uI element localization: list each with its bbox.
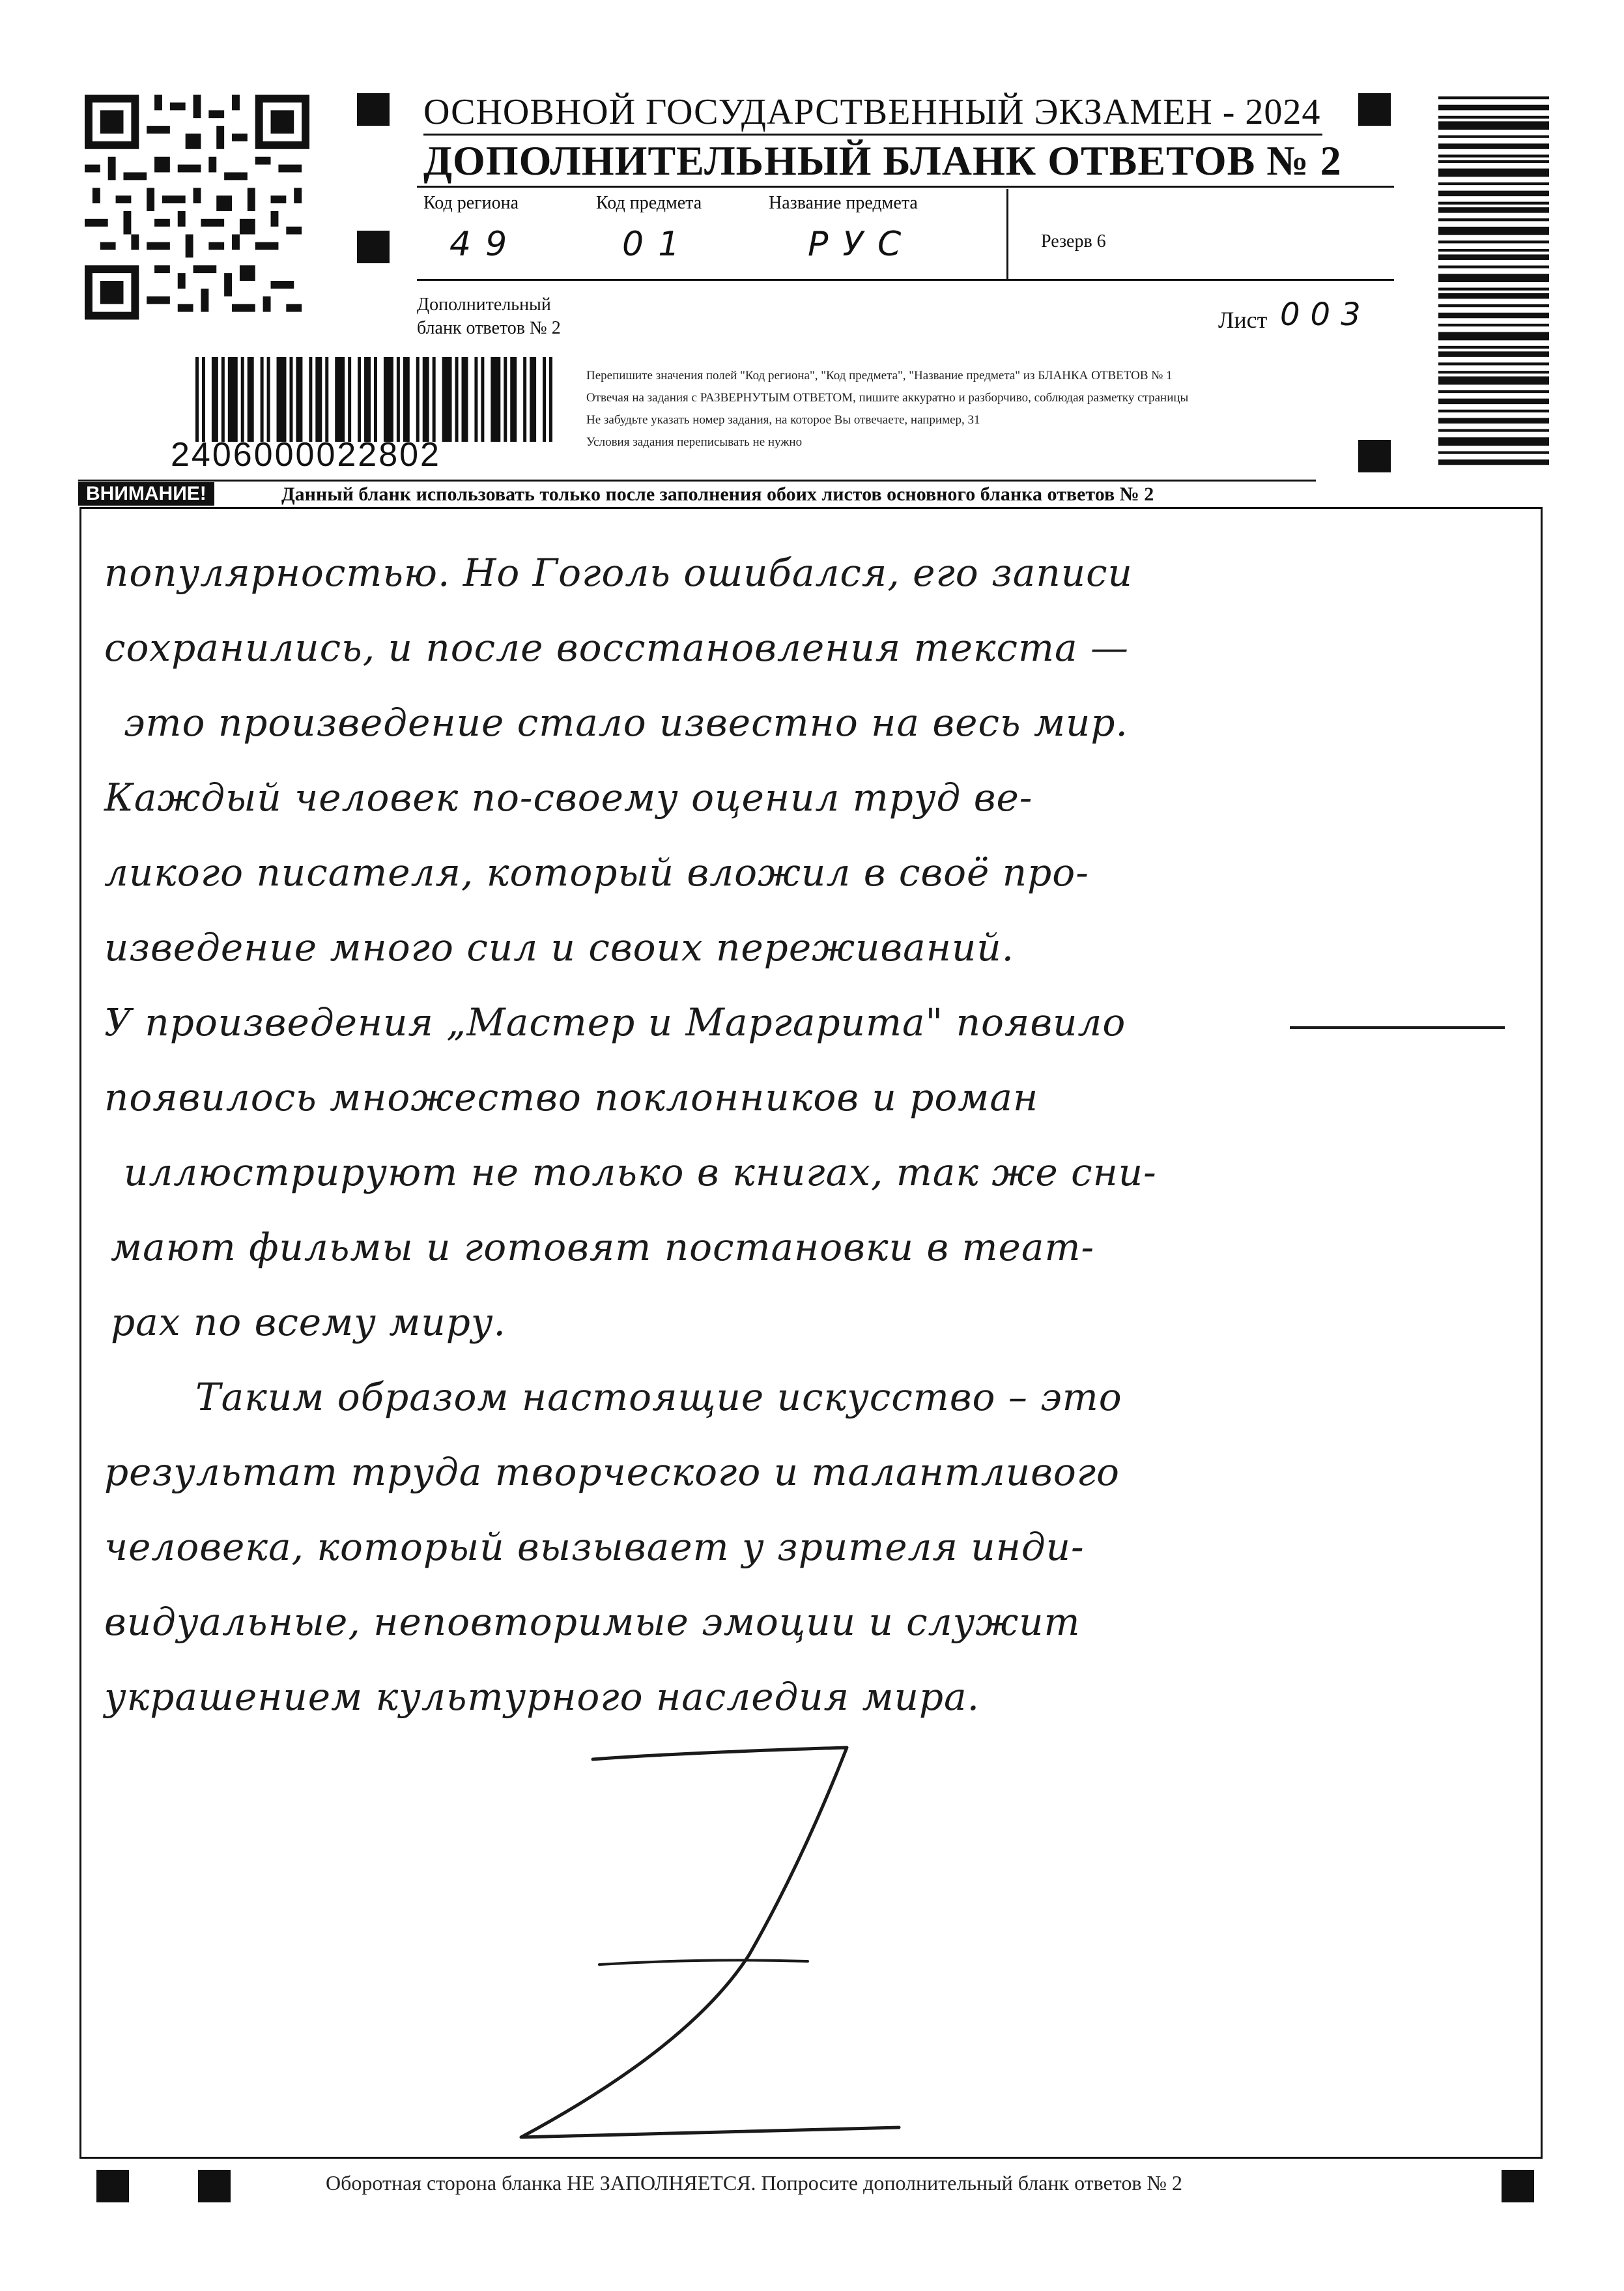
alignment-marker bbox=[1358, 440, 1391, 472]
alignment-marker bbox=[1502, 2170, 1534, 2202]
answer-line: появилось множество поклонников и роман bbox=[104, 1075, 1039, 1119]
z-closing-mark bbox=[495, 1733, 925, 2150]
region-label: Код региона bbox=[423, 193, 519, 213]
answer-line: видуальные, неповторимые эмоции и служит bbox=[104, 1600, 1081, 1644]
instruction-line: Отвечая на задания с РАЗВЕРНУТЫМ ОТВЕТОМ, пишите аккуратно и разборчиво, соблюдая разметку страницы bbox=[586, 391, 1189, 405]
barcode-number: 2406000022802 bbox=[171, 436, 441, 474]
answer-line: Каждый человек по-своему оценил труд ве- bbox=[104, 775, 1033, 820]
alignment-marker bbox=[1358, 93, 1391, 126]
footer-note: Оборотная сторона бланка НЕ ЗАПОЛНЯЕТСЯ. Попросите дополнительный бланк ответов № 2 bbox=[326, 2171, 1182, 2195]
answer-line: человека, который вызывает у зрителя инди- bbox=[104, 1525, 1085, 1569]
divider bbox=[417, 279, 1394, 281]
answer-line: украшением культурного наследия мира. bbox=[104, 1675, 980, 1719]
subject-name-value: РУС bbox=[808, 225, 916, 264]
form-label-line1: Дополнительный bbox=[417, 295, 551, 315]
answer-line: сохранились, и после восстановления текста — bbox=[104, 626, 1130, 670]
answer-line: популярностью. Но Гоголь ошибался, его записи bbox=[104, 551, 1133, 595]
alignment-marker bbox=[198, 2170, 231, 2202]
instruction-line: Условия задания переписывать не нужно bbox=[586, 435, 803, 449]
alignment-marker bbox=[357, 231, 390, 263]
side-barcode bbox=[1438, 96, 1549, 468]
alignment-marker bbox=[96, 2170, 129, 2202]
instruction-line: Не забудьте указать номер задания, на которое Вы отвечаете, например, 31 bbox=[586, 413, 980, 427]
subject-code-label: Код предмета bbox=[596, 193, 702, 213]
answer-line: У произведения „Мастер и Маргарита" появило bbox=[104, 1000, 1126, 1045]
answer-line: ликого писателя, который вложил в своё про- bbox=[104, 850, 1089, 895]
answer-line: Таким образом настоящие искусство – это bbox=[195, 1375, 1122, 1419]
divider bbox=[1006, 189, 1008, 279]
divider bbox=[417, 186, 1394, 188]
sheet-number: 003 bbox=[1280, 296, 1371, 333]
answer-line: иллюстрируют не только в книгах, так же сни- bbox=[124, 1150, 1157, 1194]
divider bbox=[78, 480, 1316, 482]
qr-code bbox=[85, 93, 309, 322]
warning-text: Данный бланк использовать только после заполнения обоих листов основного бланка ответов № 2 bbox=[281, 483, 1154, 505]
sheet-label: Лист bbox=[1218, 307, 1268, 333]
warning-tag: ВНИМАНИЕ! bbox=[78, 482, 214, 506]
subject-code-value: 01 bbox=[622, 225, 694, 264]
exam-title: ОСНОВНОЙ ГОСУДАРСТВЕННЫЙ ЭКЗАМЕН - 2024 bbox=[423, 92, 1321, 132]
reserve-label: Резерв 6 bbox=[1041, 231, 1106, 252]
answer-line: это произведение стало известно на весь мир. bbox=[124, 700, 1128, 745]
divider bbox=[423, 134, 1322, 136]
subject-name-label: Название предмета bbox=[769, 193, 918, 213]
form-title: ДОПОЛНИТЕЛЬНЫЙ БЛАНК ОТВЕТОВ № 2 bbox=[423, 137, 1342, 184]
alignment-marker bbox=[357, 93, 390, 126]
answer-line: результат труда творческого и талантливого bbox=[104, 1450, 1120, 1494]
answer-line: рах по всему миру. bbox=[111, 1300, 506, 1344]
instruction-line: Перепишите значения полей "Код региона", "Код предмета", "Название предмета" из БЛАНКА ОТВЕТОВ № 1 bbox=[586, 369, 1173, 382]
form-label-line2: бланк ответов № 2 bbox=[417, 318, 561, 338]
region-value: 49 bbox=[449, 225, 522, 264]
form-barcode bbox=[195, 357, 552, 442]
answer-line: мают фильмы и готовят постановки в теат- bbox=[111, 1225, 1095, 1269]
strikethrough-mark bbox=[1290, 1026, 1505, 1029]
answer-line: изведение много сил и своих переживаний. bbox=[104, 925, 1015, 970]
